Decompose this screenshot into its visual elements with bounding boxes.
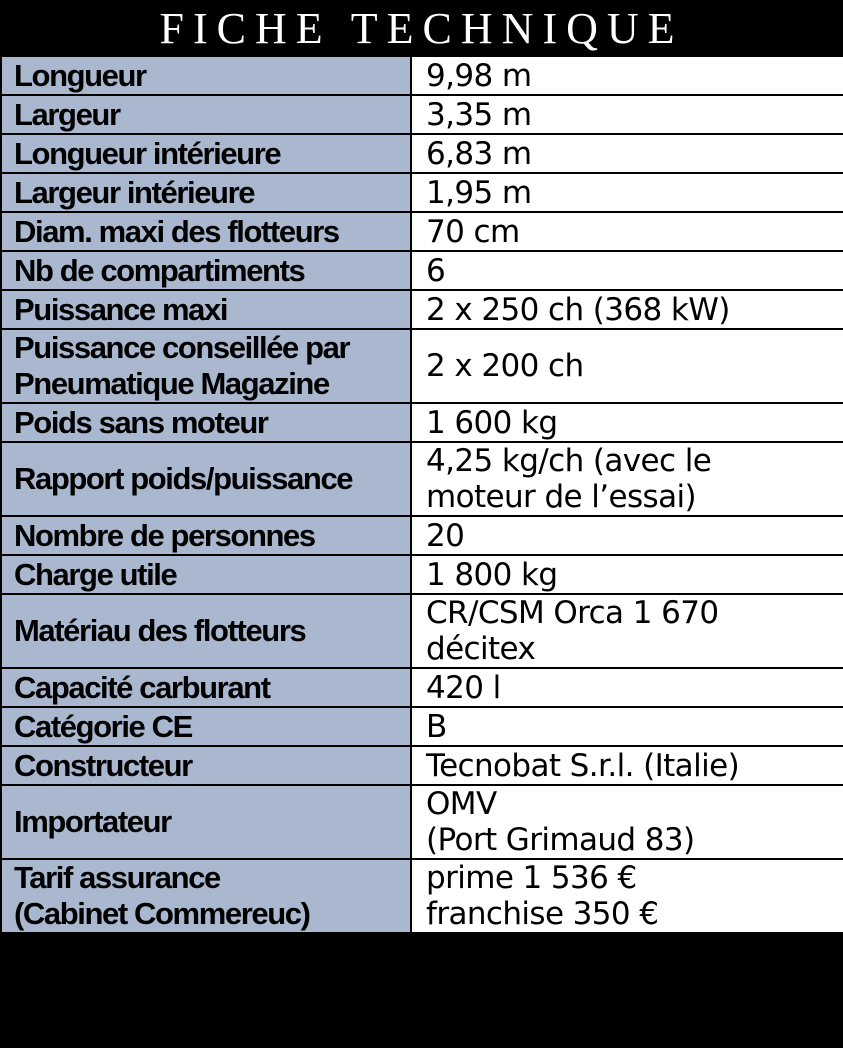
spec-label: Longueur: [14, 57, 146, 93]
spec-label-cell: [1, 56, 411, 95]
spec-value: 1,95 m: [426, 174, 532, 211]
spec-label: Largeur: [14, 96, 120, 132]
table-row: [1, 785, 843, 859]
spec-label: Nombre de personnes: [14, 517, 315, 553]
spec-label-cell: [1, 403, 411, 442]
spec-value-cell: [411, 329, 843, 403]
spec-label: Catégorie CE: [14, 708, 192, 744]
spec-label: Tarif assurance: [14, 860, 220, 895]
spec-value-cell: [411, 212, 843, 251]
spec-table-body: [1, 56, 843, 933]
table-row: [1, 707, 843, 746]
spec-label: Constructeur: [14, 747, 192, 783]
spec-value: 2 x 200 ch: [426, 348, 584, 384]
spec-label: Puissance maxi: [14, 291, 228, 327]
spec-value-cell: [411, 290, 843, 329]
spec-label-cell: [1, 594, 411, 668]
table-row: [1, 329, 843, 403]
spec-value-cell: [411, 594, 843, 668]
spec-value: 420 l: [426, 669, 501, 706]
spec-label-cell: [1, 212, 411, 251]
spec-value-cell: [411, 746, 843, 785]
spec-value-cell: [411, 95, 843, 134]
spec-value: 6,83 m: [426, 135, 532, 172]
spec-value: Tecnobat S.r.l. (Italie): [426, 747, 740, 784]
spec-label: Rapport poids/puissance: [14, 461, 353, 496]
spec-value: 70 cm: [426, 213, 520, 250]
table-row: [1, 442, 843, 516]
spec-label-cell: [1, 442, 411, 516]
spec-value: 6: [426, 252, 446, 289]
spec-value-cell: [411, 56, 843, 95]
spec-label-cell: [1, 290, 411, 329]
spec-label: Capacité carburant: [14, 669, 270, 705]
spec-value-cell: [411, 173, 843, 212]
spec-label: Largeur intérieure: [14, 174, 255, 210]
table-row: [1, 212, 843, 251]
spec-value-cell: [411, 555, 843, 594]
spec-label: Longueur intérieure: [14, 135, 281, 171]
spec-label: (Cabinet Commereuc): [14, 896, 310, 931]
spec-label: Pneumatique Magazine: [14, 366, 329, 401]
spec-label-cell: [1, 251, 411, 290]
spec-value: moteur de l’essai): [426, 479, 696, 515]
spec-label-cell: [1, 746, 411, 785]
table-row: [1, 668, 843, 707]
spec-label: Nb de compartiments: [14, 252, 305, 288]
spec-value-cell: [411, 442, 843, 516]
spec-value-cell: [411, 403, 843, 442]
spec-value: franchise 350 €: [426, 896, 659, 932]
spec-label-cell: [1, 859, 411, 933]
spec-value: 3,35 m: [426, 96, 532, 133]
spec-value: CR/CSM Orca 1 670: [426, 595, 719, 631]
spec-value: 4,25 kg/ch (avec le: [426, 443, 712, 479]
spec-label: Diam. maxi des flotteurs: [14, 213, 339, 249]
table-row: [1, 290, 843, 329]
spec-label-cell: [1, 785, 411, 859]
spec-value: 9,98 m: [426, 57, 532, 94]
spec-label: Poids sans moteur: [14, 404, 268, 440]
spec-value-cell: [411, 859, 843, 933]
spec-value: (Port Grimaud 83): [426, 822, 695, 858]
spec-value: 1 800 kg: [426, 556, 558, 593]
spec-label-cell: [1, 95, 411, 134]
spec-value: 2 x 250 ch (368 kW): [426, 291, 730, 328]
spec-value: B: [426, 708, 447, 745]
spec-label-cell: [1, 555, 411, 594]
table-row: [1, 173, 843, 212]
spec-value: décitex: [426, 631, 536, 667]
spec-label: Importateur: [14, 804, 171, 839]
spec-value-cell: [411, 707, 843, 746]
spec-table: [0, 55, 843, 934]
spec-value: 1 600 kg: [426, 404, 558, 441]
spec-value: prime 1 536 €: [426, 860, 637, 896]
table-row: [1, 56, 843, 95]
table-row: [1, 95, 843, 134]
spec-value-cell: [411, 785, 843, 859]
spec-label-cell: [1, 173, 411, 212]
spec-value: 20: [426, 517, 465, 554]
spec-label-cell: [1, 134, 411, 173]
spec-label-cell: [1, 516, 411, 555]
spec-value-cell: [411, 668, 843, 707]
table-row: [1, 746, 843, 785]
spec-label: Matériau des flotteurs: [14, 613, 306, 648]
spec-value-cell: [411, 134, 843, 173]
table-row: [1, 555, 843, 594]
table-row: [1, 516, 843, 555]
spec-label: Puissance conseillée par: [14, 330, 350, 365]
spec-value-cell: [411, 251, 843, 290]
spec-label: Charge utile: [14, 556, 177, 592]
spec-label-cell: [1, 329, 411, 403]
spec-label-cell: [1, 707, 411, 746]
table-row: [1, 251, 843, 290]
sheet-title: FICHE TECHNIQUE: [0, 0, 843, 57]
spec-value: OMV: [426, 786, 497, 822]
table-row: [1, 594, 843, 668]
spec-value-cell: [411, 516, 843, 555]
table-row: [1, 859, 843, 933]
table-row: [1, 134, 843, 173]
table-row: [1, 403, 843, 442]
spec-label-cell: [1, 668, 411, 707]
